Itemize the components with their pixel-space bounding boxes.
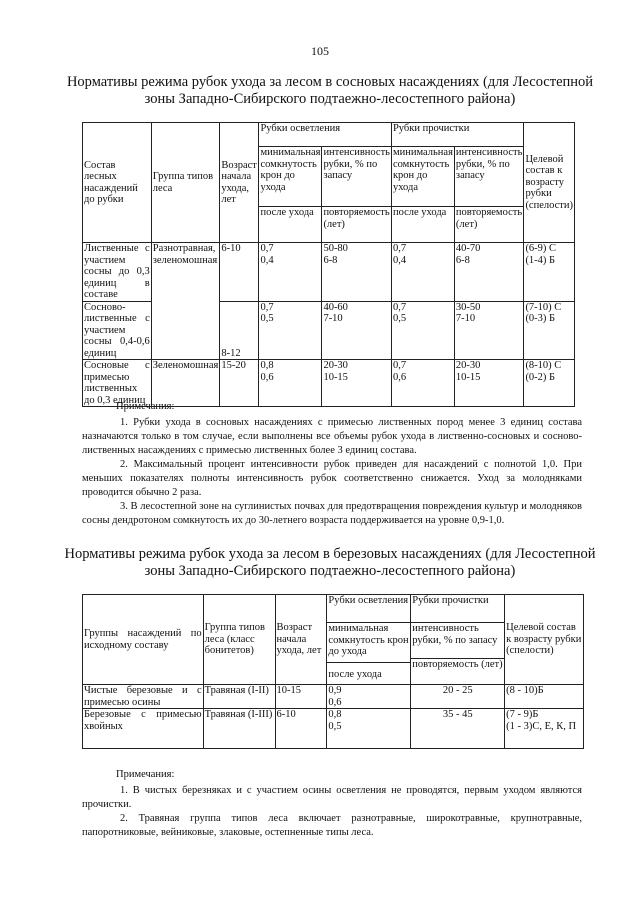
header-repeat: повторяемость (лет)	[411, 659, 505, 685]
cell-intensity: 35 - 45	[411, 709, 505, 749]
header-forest-type-group: Группа типов леса	[151, 123, 220, 243]
header-cleaning-after: после ухода	[259, 207, 322, 243]
header-cleaning-repeat: повторяемость (лет)	[322, 207, 392, 243]
notes-heading: Примечания:	[116, 401, 175, 412]
page-number: 105	[311, 44, 329, 58]
header-thinning-min-closure: минимальная сомкнутость крон до ухода	[391, 147, 454, 207]
birch-care-table	[82, 594, 584, 749]
header-cleaning: Рубки осветления	[327, 595, 411, 623]
notes-heading: Примечания:	[116, 769, 175, 780]
cell-age: 6-10	[275, 709, 327, 749]
table-row	[83, 709, 584, 749]
cell-thinning-intensity: 40-70 6-8	[454, 243, 524, 302]
cell-target: (7 - 9)Б (1 - 3)С, Е, К, П	[505, 709, 584, 749]
cell-cleaning-intensity: 40-60 7-10	[322, 301, 392, 360]
header-cleaning-intensity: интенсивность рубки, % по запасу	[322, 147, 392, 207]
table1-title: Нормативы режима рубок ухода за лесом в сосновых насаждениях (для Лесостепной зоны Западно-Сибирского подтаежно-лесостепного района)	[66, 74, 594, 107]
cell-forest-type: Травяная (I-II)	[203, 685, 275, 709]
note-2: 2. Максимальный процент интенсивности рубок приведен для насаждений с полнотой 1,0. При меньших показателях полноты интенсивность рубок соответственно снижается. Уход за молодняками проводится обычно 2 раза.	[82, 459, 582, 498]
header-groups: Группы насаждений по исходному составу	[83, 595, 204, 685]
header-min-closure: минимальная сомкнутость крон до ухода	[328, 623, 409, 657]
cell-age: 15-20	[220, 360, 259, 407]
header-thinning-intensity: интенсивность рубки, % по запасу	[454, 147, 524, 207]
header-target: Целевой состав к возрасту рубки (спелости)	[505, 595, 584, 685]
table2-notes	[82, 768, 582, 840]
cell-target: (8-10) С (0-2) Б	[524, 360, 575, 407]
note-2: 2. Травяная группа типов леса включает разнотравные, широкотравные, крупнотравные, папоротниковые, вейниковые, злаковые, остепненные типы леса.	[82, 813, 582, 838]
header-cleaning: Рубки осветления	[259, 123, 391, 147]
cell-intensity: 20 - 25	[411, 685, 505, 709]
cell-cleaning-intensity: 20-30 10-15	[322, 360, 392, 407]
header-thinning: Рубки прочистки	[391, 123, 523, 147]
header-cleaning-min-closure: минимальная сомкнутость крон до ухода	[259, 147, 322, 207]
header-thinning-repeat: повторяемость (лет)	[454, 207, 524, 243]
cell-target: (8 - 10)Б	[505, 685, 584, 709]
cell-forest-type: Травяная (I-III)	[203, 709, 275, 749]
cell-group: Чистые березовые и с примесью осины	[84, 685, 202, 708]
cell-age: 10-15	[275, 685, 327, 709]
table2-title: Нормативы режима рубок ухода за лесом в березовых насаждениях (для Лесостепной зоны Западно-Сибирского подтаежно-лесостепного района)	[64, 546, 596, 579]
header-min-closure-after	[327, 623, 411, 685]
cell-thinning-intensity: 30-50 7-10	[454, 301, 524, 360]
cell-thinning-closure: 0,7 0,4	[391, 243, 454, 302]
pine-care-table	[82, 122, 575, 407]
header-intensity: интенсивность рубки, % по запасу	[411, 623, 505, 659]
header-thinning-after: после ухода	[391, 207, 454, 243]
table-row	[83, 685, 584, 709]
cell-group: Березовые с примесью хвойных	[83, 709, 204, 749]
header-age: Возраст начала ухода, лет	[220, 123, 259, 243]
cell-closure: 0,8 0,5	[327, 709, 411, 749]
cell-thinning-closure: 0,7 0,6	[391, 360, 454, 407]
cell-composition: Сосновые с примесью лиственных до 0,3 единиц	[84, 360, 150, 406]
cell-thinning-intensity: 20-30 10-15	[454, 360, 524, 407]
cell-cleaning-closure: 0,8 0,6	[259, 360, 322, 407]
cell-thinning-closure: 0,7 0,5	[391, 301, 454, 360]
cell-age: 6-10	[220, 243, 259, 302]
note-3: 3. В лесостепной зоне на суглинистых почвах для предотвращения повреждения культур и молодняков сосны дендротоном сомкнутость их до 30-летнего возраста поддерживается на уровне 0,9-1,0.	[82, 501, 582, 526]
cell-forest-type: Зеленомошная	[151, 360, 220, 407]
cell-cleaning-intensity: 50-80 6-8	[322, 243, 392, 302]
header-forest-type-group: Группа типов леса (класс бонитетов)	[203, 595, 275, 685]
note-1: 1. В чистых березняках и с участием осины осветления не проводятся, первым уходом являются прочистки.	[82, 785, 582, 810]
header-age: Возраст начала ухода, лет	[275, 595, 327, 685]
cell-forest-type: Разнотравная, зеленомошная	[151, 243, 220, 360]
cell-composition: Лиственные с участием сосны до 0,3 единиц в составе	[84, 243, 150, 300]
cell-closure: 0,9 0,6	[327, 685, 411, 709]
note-1: 1. Рубки ухода в сосновых насаждениях с примесью лиственных пород менее 3 единиц состава назначаются только в том случае, если выполнены все объемы рубок ухода в лиственно-сосновых и сосново-лиственных насаждениях с примесью лиственных более 3 единиц состава.	[82, 417, 582, 456]
table-row	[83, 243, 575, 302]
cell-cleaning-closure: 0,7 0,5	[259, 301, 322, 360]
header-target: Целевой состав к возрасту рубки (спелости)	[524, 123, 575, 243]
cell-target: (7-10) С (0-3) Б	[524, 301, 575, 360]
header-composition: Состав лесных насаждений до рубки	[83, 123, 152, 243]
header-after-care: после ухода	[327, 662, 410, 681]
header-thinning: Рубки прочистки	[411, 595, 505, 623]
table1-notes	[82, 400, 582, 528]
cell-composition: Сосново-лиственные с участием сосны 0,4-0,6 единиц	[84, 301, 150, 359]
cell-target: (6-9) С (1-4) Б	[524, 243, 575, 302]
cell-age: 8-12	[220, 301, 259, 360]
cell-cleaning-closure: 0,7 0,4	[259, 243, 322, 302]
